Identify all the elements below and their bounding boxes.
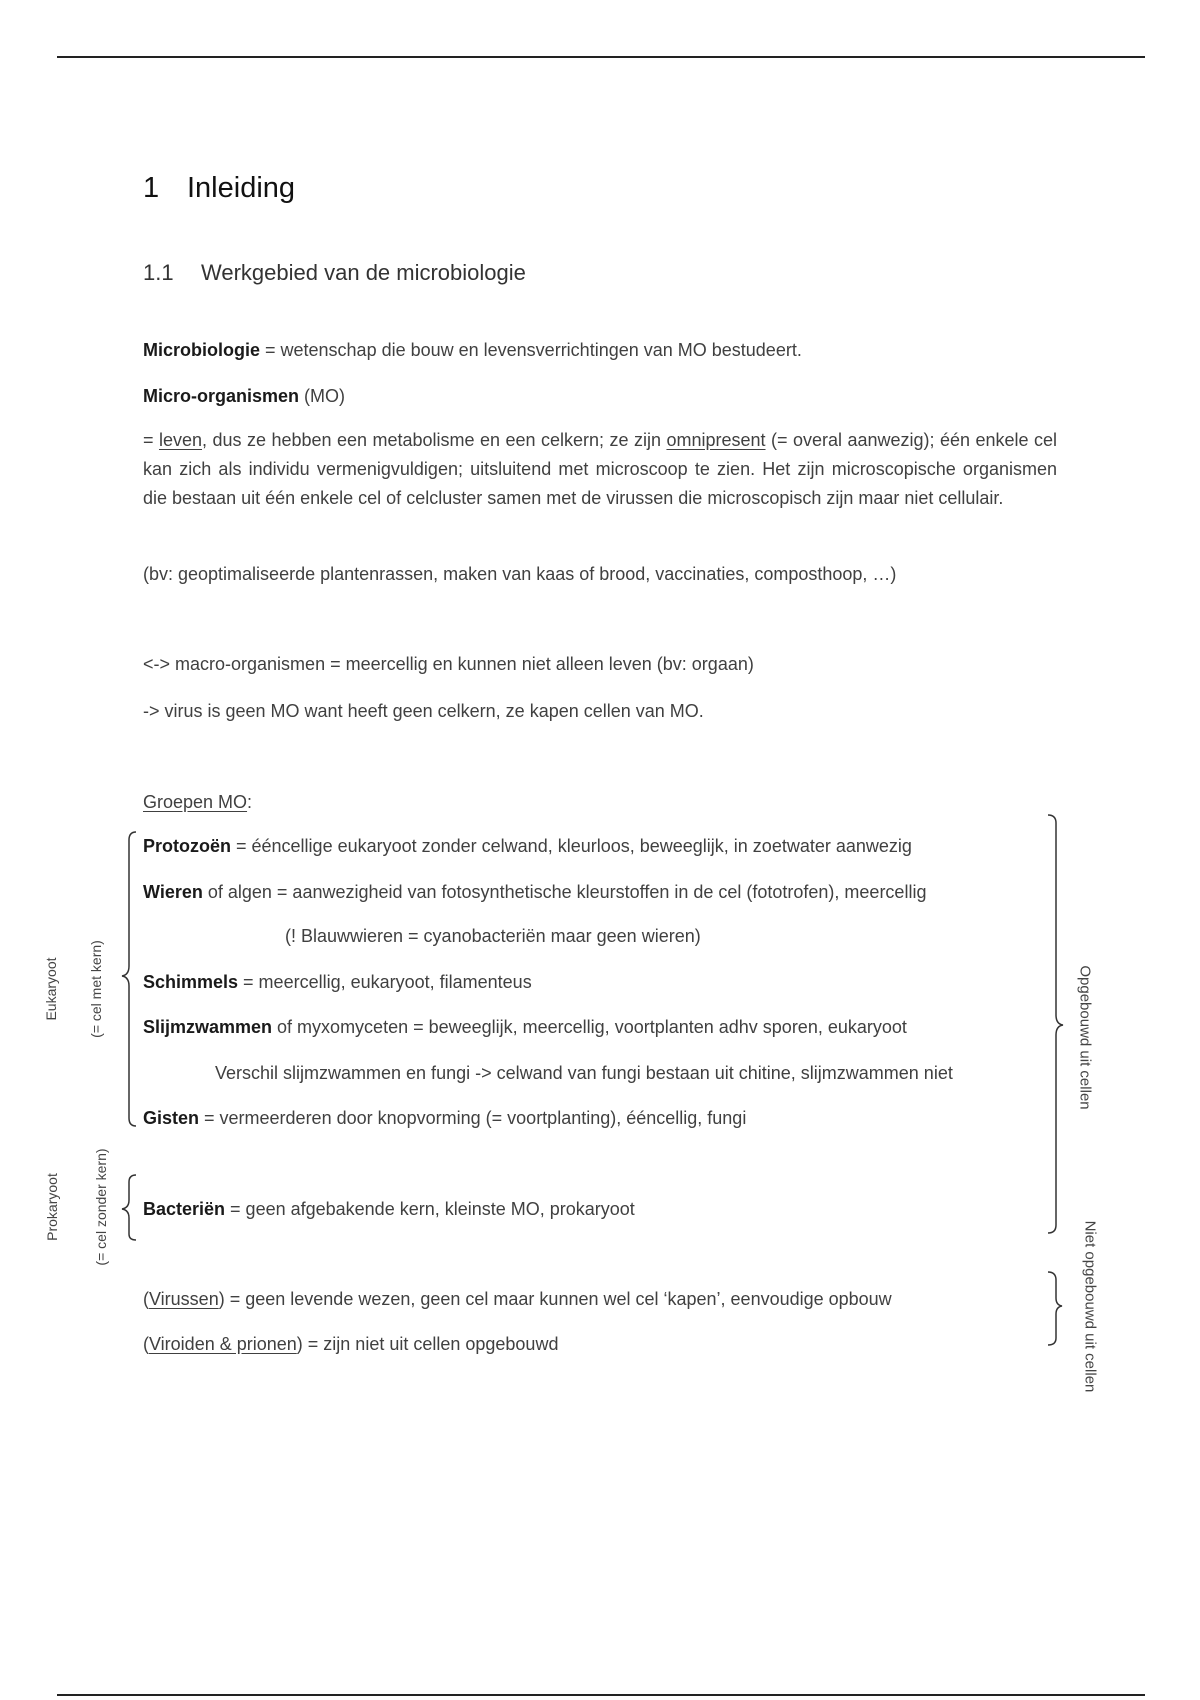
- item-description: = zijn niet uit cellen opgebouwd: [302, 1334, 559, 1354]
- label-opgebouwd: Opgebouwd uit cellen: [1076, 965, 1094, 1110]
- bracket-prokaryoot: [122, 1175, 136, 1240]
- term-protozoen: Protozoën: [143, 836, 231, 856]
- heading-1-number: 1: [143, 172, 160, 204]
- virus-note: -> virus is geen MO want heeft geen celkern, ze kapen cellen van MO.: [143, 701, 704, 721]
- label-eukaryoot: Eukaryoot: [43, 957, 59, 1021]
- term-schimmels: Schimmels: [143, 972, 239, 992]
- item-virussen: (Virussen) = geen levende wezen, geen cel maar kunnen wel cel ‘kapen’, eenvoudige opbouw: [143, 1289, 892, 1309]
- heading-2-number: 1.1: [143, 260, 174, 285]
- definition-text: = wetenschap die bouw en levensverrichtingen van MO bestudeert.: [260, 340, 802, 360]
- bracket-eukaryoot: [122, 832, 136, 1126]
- definition-text: (MO): [299, 386, 346, 406]
- label-prokaryoot-sub: (= cel zonder kern): [93, 1148, 109, 1266]
- term-microbiologie: Microbiologie: [143, 340, 260, 360]
- bracket-niet-opgebouwd: [1048, 1272, 1062, 1345]
- item-viroiden-prionen: (Viroiden & prionen) = zijn niet uit cellen opgebouwd: [143, 1334, 559, 1354]
- term-gisten: Gisten: [143, 1108, 200, 1128]
- label-prokaryoot: Prokaryoot: [44, 1173, 60, 1241]
- label-niet-opgebouwd: Niet opgebouwd uit cellen: [1081, 1220, 1099, 1393]
- groups-title-colon: :: [247, 792, 253, 812]
- item-description: = geen levende wezen, geen cel maar kunnen wel cel ‘kapen’, eenvoudige opbouw: [224, 1289, 892, 1309]
- term-viroiden-prionen: Viroiden & prionen: [149, 1334, 297, 1354]
- bracket-opgebouwd: [1048, 815, 1063, 1233]
- paragraph-text: , dus ze hebben een metabolisme en een celkern; ze zijn: [202, 430, 667, 450]
- note-blauwwieren: (! Blauwwieren = cyanobacteriën maar geen wieren): [285, 926, 701, 946]
- underlined-leven: leven: [158, 430, 203, 450]
- term-bacterien: Bacteriën: [143, 1199, 226, 1219]
- group-description: = vermeerderen door knopvorming (= voortplanting), ééncellig, fungi: [199, 1108, 747, 1128]
- macro-organismen-note: <-> macro-organismen = meercellig en kunnen niet alleen leven (bv: orgaan): [143, 654, 754, 674]
- group-description: = ééncellige eukaryoot zonder celwand, kleurloos, beweeglijk, in zoetwater aanwezig: [231, 836, 912, 856]
- note-verschil: Verschil slijmzwammen en fungi -> celwand van fungi bestaan uit chitine, slijmzwammen niet: [215, 1063, 953, 1083]
- examples: (bv: geoptimaliseerde plantenrassen, maken van kaas of brood, vaccinaties, composthoop, …): [143, 564, 897, 584]
- term-micro-organismen: Micro-organismen: [143, 386, 300, 406]
- heading-2-title: Werkgebied van de microbiologie: [201, 260, 526, 285]
- term-wieren: Wieren: [143, 882, 203, 902]
- group-description: of algen = aanwezigheid van fotosynthetische kleurstoffen in de cel (fototrofen), meercellig: [202, 882, 927, 902]
- groups-title-text: Groepen MO: [143, 792, 248, 812]
- paragraph-text: =: [143, 430, 159, 450]
- group-description: of myxomyceten = beweeglijk, meercellig, voortplanten adhv sporen, eukaryoot: [272, 1017, 907, 1037]
- label-eukaryoot-sub: (= cel met kern): [88, 940, 104, 1038]
- group-description: = geen afgebakende kern, kleinste MO, prokaryoot: [225, 1199, 635, 1219]
- term-slijmzwammen: Slijmzwammen: [143, 1017, 273, 1037]
- heading-1-title: Inleiding: [187, 172, 296, 204]
- term-virussen: Virussen: [149, 1289, 219, 1309]
- underlined-omnipresent: omnipresent: [666, 430, 766, 450]
- paragraph-text: (= overal aanwezig); één enkele cel kan zich als individu vermenigvuldigen; uitsluitend met microscoop te zien. Het zijn microscopische organismen die bestaan uit één enkele cel of celcluster samen met de virussen die microscopisch zijn maar niet cellulair.: [143, 430, 1057, 508]
- group-description: = meercellig, eukaryoot, filamenteus: [238, 972, 532, 992]
